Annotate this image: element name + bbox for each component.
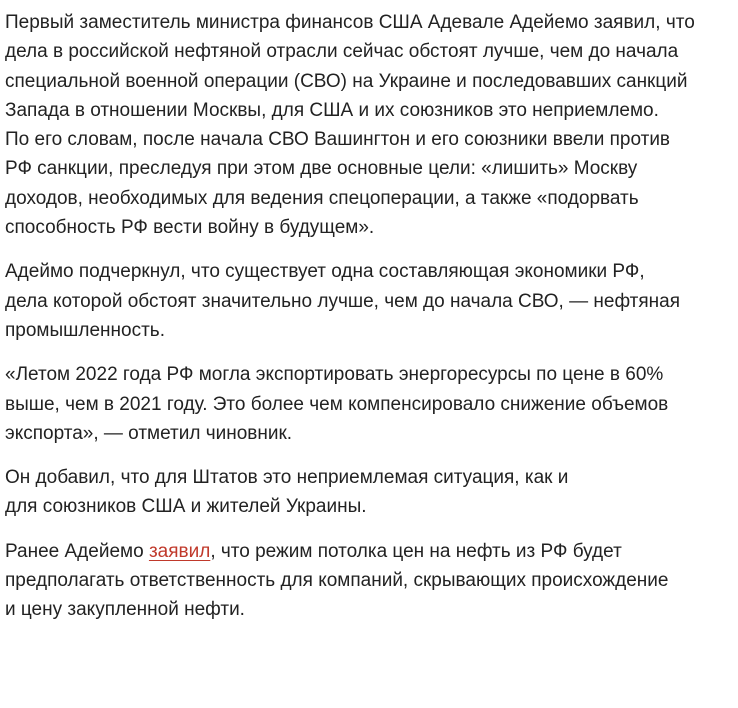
paragraph-6-line-1 <box>5 541 622 562</box>
paragraph-2-line-1: По его словам, после начала СВО Вашингтон и его союзники ввели против <box>5 129 671 151</box>
paragraph-5-line-1: Он добавил, что для Штатов это неприемлемая ситуация, как и <box>5 467 569 489</box>
paragraph-4 <box>5 360 735 448</box>
paragraph-1-line-4: Запада в отношении Москвы, для США и их союзников это неприемлемо. <box>5 99 659 121</box>
paragraph-4-line-1: «Летом 2022 года РФ могла экспортировать энергоресурсы по цене в 60% <box>5 364 664 386</box>
paragraph-6-line-3: и цену закупленной нефти. <box>5 599 245 621</box>
paragraph-3-line-2: дела которой обстоят значительно лучше, чем до начала СВО, — нефтяная <box>5 290 681 312</box>
paragraph-2-line-2: РФ санкции, преследуя при этом две основные цели: «лишить» Москву <box>5 158 638 180</box>
paragraph-5 <box>5 463 735 522</box>
paragraph-4-line-2: выше, чем в 2021 году. Это более чем компенсировало снижение объемов <box>5 393 669 415</box>
paragraph-1-line-3: специальной военной операции (СВО) на Украине и последовавших санкций <box>5 70 688 92</box>
paragraph-5-line-2: для союзников США и жителей Украины. <box>5 496 367 518</box>
paragraph-3-line-3: промышленность. <box>5 319 165 341</box>
article-body <box>5 8 735 625</box>
paragraph-1-line-2: дела в российской нефтяной отрасли сейчас обстоят лучше, чем до начала <box>5 41 679 63</box>
paragraph-6-line-2: предполагать ответственность для компаний, скрывающих происхождение <box>5 570 669 592</box>
paragraph-2-line-4: способность РФ вести войну в будущем». <box>5 217 375 239</box>
paragraph-1 <box>5 8 735 125</box>
paragraph-2 <box>5 125 735 242</box>
paragraph-4-line-3: экспорта», — отметил чиновник. <box>5 422 293 444</box>
paragraph-3 <box>5 257 735 345</box>
paragraph-6 <box>5 537 735 625</box>
paragraph-1-line-1: Первый заместитель министра финансов США Адевале Адейемо заявил, что <box>5 12 695 33</box>
claimed-link[interactable]: заявил <box>148 540 211 562</box>
paragraph-3-line-1: Адеймо подчеркнул, что существует одна составляющая экономики РФ, <box>5 261 645 283</box>
paragraph-6-before-link: Ранее Адейемо <box>5 540 149 562</box>
paragraph-2-line-3: доходов, необходимых для ведения спецоперации, а также «подорвать <box>5 187 639 209</box>
paragraph-6-after-link: , что режим потолка цен на нефть из РФ будет <box>210 540 622 562</box>
